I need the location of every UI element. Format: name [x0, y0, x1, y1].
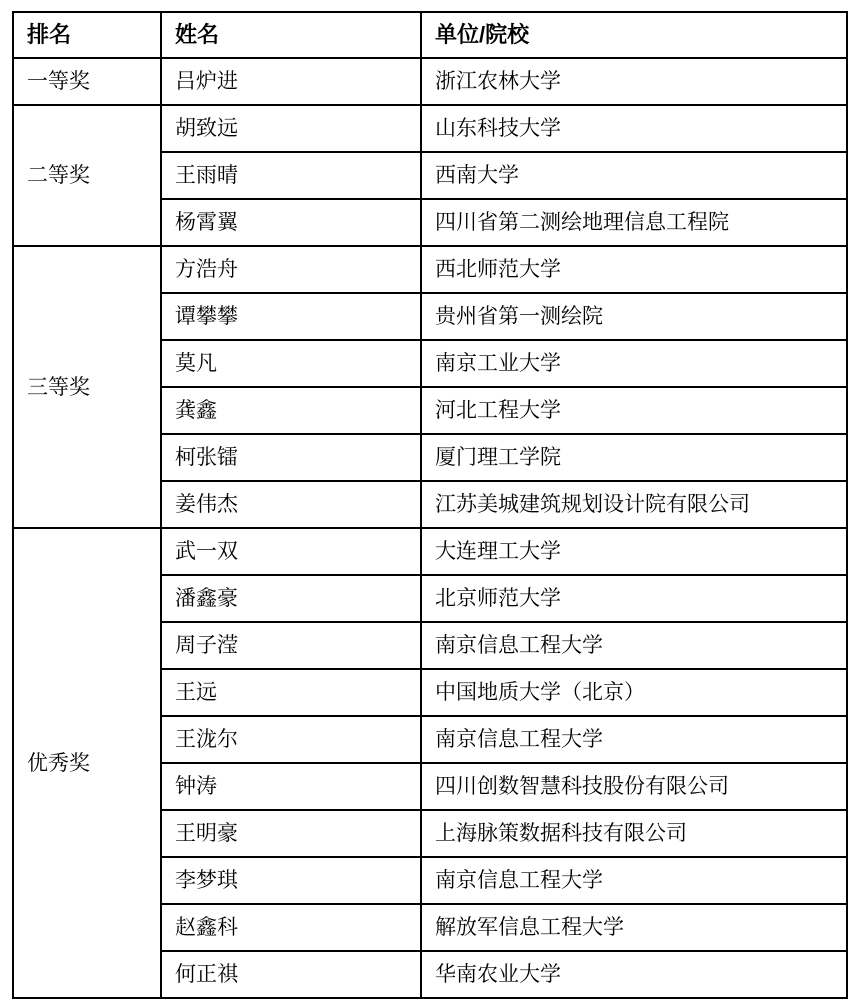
name-cell: 莫凡 [161, 340, 421, 387]
name-cell: 钟涛 [161, 763, 421, 810]
org-cell: 南京信息工程大学 [421, 857, 847, 904]
name-cell: 谭攀攀 [161, 293, 421, 340]
awards-table-header [13, 12, 847, 58]
name-cell: 王明豪 [161, 810, 421, 857]
name-cell: 王泷尔 [161, 716, 421, 763]
org-cell: 华南农业大学 [421, 951, 847, 998]
name-cell: 武一双 [161, 528, 421, 575]
name-cell: 龚鑫 [161, 387, 421, 434]
org-cell: 西南大学 [421, 152, 847, 199]
org-cell: 贵州省第一测绘院 [421, 293, 847, 340]
awards-table-body [13, 58, 847, 998]
org-cell: 河北工程大学 [421, 387, 847, 434]
org-cell: 大连理工大学 [421, 528, 847, 575]
name-cell: 杨霄翼 [161, 199, 421, 246]
rank-cell: 优秀奖 [13, 528, 161, 998]
org-cell: 南京信息工程大学 [421, 622, 847, 669]
header-name: 姓名 [161, 12, 421, 58]
table-row [13, 246, 847, 293]
header-org: 单位/院校 [421, 12, 847, 58]
rank-cell: 一等奖 [13, 58, 161, 105]
name-cell: 柯张镭 [161, 434, 421, 481]
org-cell: 中国地质大学（北京） [421, 669, 847, 716]
rank-cell: 三等奖 [13, 246, 161, 528]
name-cell: 胡致远 [161, 105, 421, 152]
org-cell: 厦门理工学院 [421, 434, 847, 481]
name-cell: 王雨晴 [161, 152, 421, 199]
org-cell: 西北师范大学 [421, 246, 847, 293]
org-cell: 四川创数智慧科技股份有限公司 [421, 763, 847, 810]
table-row [13, 58, 847, 105]
name-cell: 方浩舟 [161, 246, 421, 293]
org-cell: 南京工业大学 [421, 340, 847, 387]
name-cell: 潘鑫豪 [161, 575, 421, 622]
rank-cell: 二等奖 [13, 105, 161, 246]
name-cell: 王远 [161, 669, 421, 716]
org-cell: 四川省第二测绘地理信息工程院 [421, 199, 847, 246]
org-cell: 江苏美城建筑规划设计院有限公司 [421, 481, 847, 528]
header-rank: 排名 [13, 12, 161, 58]
org-cell: 解放军信息工程大学 [421, 904, 847, 951]
table-row [13, 528, 847, 575]
awards-table [12, 11, 848, 999]
header-row [13, 12, 847, 58]
org-cell: 南京信息工程大学 [421, 716, 847, 763]
name-cell: 赵鑫科 [161, 904, 421, 951]
name-cell: 李梦琪 [161, 857, 421, 904]
name-cell: 吕炉进 [161, 58, 421, 105]
table-row [13, 105, 847, 152]
org-cell: 上海脉策数据科技有限公司 [421, 810, 847, 857]
name-cell: 姜伟杰 [161, 481, 421, 528]
org-cell: 浙江农林大学 [421, 58, 847, 105]
org-cell: 山东科技大学 [421, 105, 847, 152]
name-cell: 周子滢 [161, 622, 421, 669]
name-cell: 何正祺 [161, 951, 421, 998]
org-cell: 北京师范大学 [421, 575, 847, 622]
